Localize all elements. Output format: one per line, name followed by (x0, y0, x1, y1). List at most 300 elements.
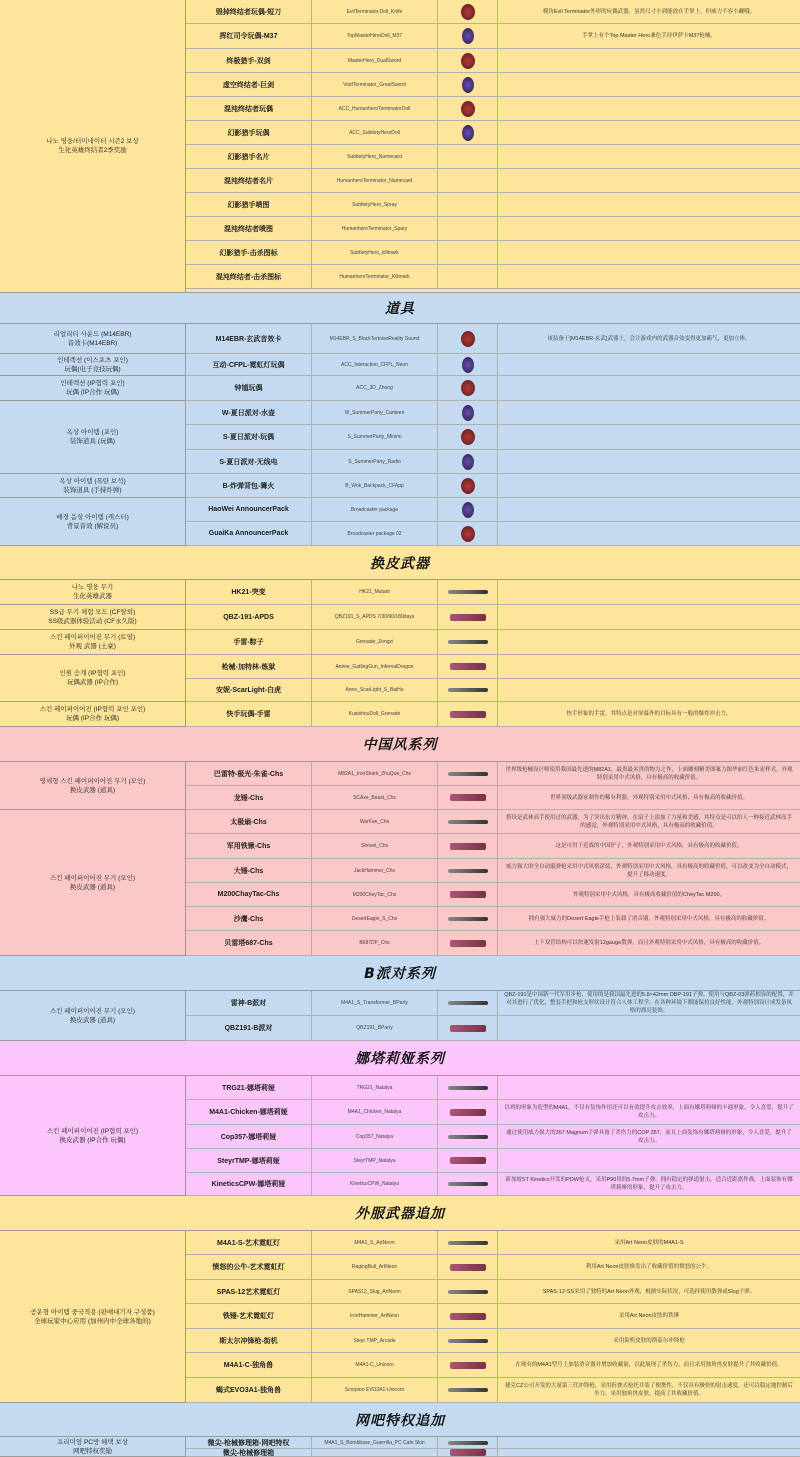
section-header-bparty (0, 956, 800, 991)
item-icon (448, 1441, 488, 1445)
group-cell: 스킨 페이퍼이어진 (IP협력 포인) 换皮武器 (IP合作 玩偶) (0, 1076, 186, 1196)
item-code: M4A1_S_Bombbase_Guerrilla_PC Cafe Skin (312, 1437, 438, 1448)
item-code: IronHammer_ArtNeon (312, 1304, 438, 1328)
item-name: 龙锤-Chs (186, 786, 312, 809)
item-name: 沙鹰-Chs (186, 907, 312, 930)
item-description: 威力强大的全自动霰弹枪采用中式风格涂装，外观特别采用中式风格，具有极高的收藏价值，可以改变为全自动模式，提升了移动速度。 (505, 863, 792, 878)
item-description (498, 217, 800, 240)
item-thumbnail (438, 1125, 498, 1148)
item-name: KineticsCPW-娜塔莉娅 (186, 1173, 312, 1195)
item-code: SteyrTMP_Natalya (312, 1149, 438, 1172)
item-thumbnail (438, 121, 498, 144)
item-thumbnail (438, 1149, 498, 1172)
item-icon (462, 77, 474, 93)
item-name: 军用铁锹-Chs (186, 834, 312, 858)
item-name: 手雷-粽子 (186, 630, 312, 654)
item-thumbnail (438, 73, 498, 96)
item-icon (450, 891, 486, 898)
table-row (186, 679, 800, 702)
item-name: 混沌终结者-击杀图标 (186, 265, 312, 288)
item-name: S-夏日派对-玩偶 (186, 425, 312, 449)
item-thumbnail (438, 425, 498, 449)
item-description (498, 498, 800, 521)
item-icon (461, 101, 475, 117)
item-name: 枪械-加特林-炼狱 (186, 655, 312, 678)
item-name: 大锤-Chs (186, 859, 312, 882)
item-thumbnail (438, 450, 498, 473)
table-row (186, 630, 800, 655)
table-row (186, 1280, 800, 1304)
item-name: 蝎式EVO3A1-独角兽 (186, 1378, 312, 1402)
item-name: 挥红司令玩偶-M37 (186, 24, 312, 48)
item-icon (448, 917, 488, 921)
item-thumbnail (438, 97, 498, 120)
item-thumbnail (438, 655, 498, 678)
item-thumbnail (438, 679, 498, 701)
table-row (186, 1149, 800, 1173)
group-cell: 스킨 페이퍼이어진 무기 (토열) 外观 武器 (土豪) (0, 630, 186, 655)
item-name: SteyrTMP-娜塔莉娅 (186, 1149, 312, 1172)
table-row (186, 1255, 800, 1280)
table-row (186, 859, 800, 883)
table-row (186, 1016, 800, 1041)
section-header-reskin (0, 546, 800, 580)
item-code: ACC_HumanheroTerminatorDoll (312, 97, 438, 120)
item-thumbnail (438, 580, 498, 604)
item-description (498, 474, 800, 497)
item-icon (461, 478, 475, 494)
item-name: SPAS-12艺术霓虹灯 (186, 1280, 312, 1303)
item-thumbnail (438, 24, 498, 48)
item-description (498, 401, 800, 424)
item-code: Anime_GatlingGun_InfernalDragon (312, 655, 438, 678)
item-thumbnail (438, 354, 498, 375)
table-row (186, 425, 800, 450)
item-name: TRG21-娜塔莉娅 (186, 1076, 312, 1099)
item-description: 快手形象的手雷，其特点是对屏幕外的目标具有一般的爆炸冲击力。 (566, 711, 732, 717)
item-thumbnail (438, 401, 498, 424)
item-name: W-夏日派对-水壶 (186, 401, 312, 424)
item-code: EvilTerminator.Doll_Knife (312, 0, 438, 23)
item-code: S_SummerParty_Minimi (312, 425, 438, 449)
item-name: 虚空终结者-巨剑 (186, 73, 312, 96)
item-thumbnail (438, 991, 498, 1015)
item-thumbnail (438, 762, 498, 785)
item-name: S-夏日派对-无线电 (186, 450, 312, 473)
table-row (186, 1449, 800, 1457)
item-icon (461, 526, 475, 542)
item-icon (450, 1157, 486, 1164)
item-name: M4A1-C-独角兽 (186, 1353, 312, 1377)
item-description (498, 605, 800, 629)
item-name: 快手玩偶-手雷 (186, 702, 312, 726)
item-description (498, 679, 800, 701)
item-thumbnail (438, 1378, 498, 1402)
item-code: M4A1_S_ArtNeon (312, 1231, 438, 1254)
table-row (186, 1125, 800, 1149)
item-code: Steyr TMP_Arcade (312, 1329, 438, 1352)
table-row (186, 1173, 800, 1196)
item-description: 手掌上有个Top Master Hero兼色手持伊萨卡M37枪械。 (582, 33, 716, 39)
item-code: SubtletyHero_Spray (312, 193, 438, 216)
item-description: 该装备于[M14EBR-玄武]武器上，会让游戏内的武器音效变得更加霸气，更加立体。 (547, 335, 751, 342)
item-code: SCAxe_Beast_Chs (312, 786, 438, 809)
item-name: M14EBR-玄武音效卡 (186, 324, 312, 353)
item-description: 模仿Evil Terminator外形的玩偶武器，虽然尺寸小到能放在手掌上，但威力不容小觑哦。 (542, 8, 756, 15)
item-code: Scorpion EVO3A1-Unicorn (312, 1378, 438, 1402)
table-row (186, 810, 800, 834)
item-icon (450, 1109, 486, 1116)
item-description: SPAS-12-SS采用了独特的Art Neon外观，根据实际状况，可选择使用散弹或Slug子弹。 (542, 1288, 756, 1295)
item-icon (448, 869, 488, 873)
table-row (186, 354, 800, 376)
item-description: 世界顶级武器家制作的稀有利器，外观特别采用中式风格，具有极高的收藏价值。 (549, 794, 748, 801)
item-description (498, 580, 800, 604)
item-name: 混沌终结者玩偶 (186, 97, 312, 120)
item-thumbnail (438, 605, 498, 629)
item-thumbnail (438, 498, 498, 521)
table-row (186, 24, 800, 49)
item-description (498, 522, 800, 545)
item-icon (462, 405, 474, 421)
item-description (498, 630, 800, 654)
item-description: 采用Art Neon皮肤的M4A1-S (614, 1239, 684, 1246)
table-row (186, 1353, 800, 1378)
item-icon (461, 331, 475, 347)
item-code: M4A1_Chicken_Natalya (312, 1100, 438, 1124)
item-code: ACC_SubtletyHeroDoll (312, 121, 438, 144)
item-name: 愤怒的公牛-艺术霓虹灯 (186, 1255, 312, 1279)
item-thumbnail (438, 859, 498, 882)
item-icon (448, 772, 488, 776)
item-icon (462, 28, 474, 44)
item-code: M82A1_IronShark_ZhuQue_Chs (312, 762, 438, 785)
item-icon (462, 502, 474, 518)
item-code: Grenade_Zongzi (312, 630, 438, 654)
item-thumbnail (438, 1449, 498, 1456)
table-row (186, 0, 800, 24)
item-code: Shovel_Chs (312, 834, 438, 858)
item-code: Broadcaster package (312, 498, 438, 521)
item-thumbnail (438, 702, 498, 726)
table-row (186, 217, 800, 241)
table-row (186, 1231, 800, 1255)
item-thumbnail (438, 217, 498, 240)
item-icon (450, 1362, 486, 1369)
item-name: 微尖-枪械修理箱-网吧特权 (186, 1437, 312, 1448)
item-icon (448, 1290, 488, 1294)
table-row (186, 169, 800, 193)
item-thumbnail (438, 1016, 498, 1040)
group-cell: 리얼리티 사운드 (M14EBR) 音效卡(M14EBR) (0, 324, 186, 354)
item-thumbnail (438, 1304, 498, 1328)
item-name: 幻影猎手喷图 (186, 193, 312, 216)
table-row (186, 931, 800, 956)
item-code: Anne_ScarLight_S_BaiHu (312, 679, 438, 701)
item-description (498, 49, 800, 72)
item-name: 幻影猎手玩偶 (186, 121, 312, 144)
item-code: Broadcaster package 02 (312, 522, 438, 545)
item-icon (448, 1388, 488, 1392)
item-thumbnail (438, 1076, 498, 1099)
item-description: 世界级枪械设计师使用我国最先进的M82A1，最贵最名贵的物力之作，上面雕刻精美图案力图华丽红色朱雀样式，外观特别采用中式风格，具有极高的收藏价值。 (505, 766, 793, 781)
item-thumbnail (438, 49, 498, 72)
item-code: QBZ191_BParty (312, 1016, 438, 1040)
item-description: 这是可用于近战的中国铲子，外观特别采用中式风格，具有极高的收藏价值。 (555, 843, 743, 849)
item-code: M4A1_S_Transformer_BParty (312, 991, 438, 1015)
item-thumbnail (438, 1255, 498, 1279)
item-icon (462, 454, 474, 470)
item-thumbnail (438, 883, 498, 906)
section-title: 网吧特权追加 (355, 1412, 445, 1429)
item-thumbnail (438, 907, 498, 930)
item-icon (450, 1449, 486, 1456)
item-icon (448, 640, 488, 644)
item-name: 毁掉终结者玩偶-短刀 (186, 0, 312, 23)
table-row (186, 401, 800, 425)
table-row (186, 1100, 800, 1125)
item-name: 雷神-B派对 (186, 991, 312, 1015)
item-name: 安妮-ScarLight-白虎 (186, 679, 312, 701)
section-header-foreign-weapons (0, 1196, 800, 1231)
item-icon (461, 53, 475, 69)
item-code: VoidTerminator_GreatSword (312, 73, 438, 96)
item-thumbnail (438, 931, 498, 955)
item-code: SubtletyHero_killmark (312, 241, 438, 264)
item-code: TopMasterHeroDoll_M37 (312, 24, 438, 48)
item-name: HaoWei AnnouncerPack (186, 498, 312, 521)
item-description (498, 450, 800, 473)
item-name: M4A1-S-艺术霓虹灯 (186, 1231, 312, 1254)
item-description (498, 1149, 800, 1172)
section-header-netcafe (0, 1403, 800, 1437)
section-title: 娜塔莉娅系列 (355, 1051, 445, 1067)
item-code: B_Wok_Backpack_CFApp (312, 474, 438, 497)
item-description: 采用街机皮肤的斯泰尔冲锋枪 (613, 1337, 685, 1344)
item-code: M200CheyTac_Chs (312, 883, 438, 906)
item-icon (448, 1182, 488, 1186)
item-description: 搭设是武林高手使用过的武器，为了突出东方精神，在扇子上添加了力量和美感，其特点是可以给人一种接近武林高手的感觉，外观特别采用中式风格，具有极高的收藏价值。 (505, 814, 792, 829)
group-label-zh: 生化英雄终结者2季奖励 (58, 147, 127, 154)
table-row (186, 193, 800, 217)
item-description (498, 97, 800, 120)
table-row (186, 145, 800, 169)
item-icon (448, 1339, 488, 1343)
table-row (186, 1329, 800, 1353)
group-cell (0, 0, 186, 293)
item-description (498, 425, 800, 449)
table-row (186, 474, 800, 498)
item-code: KineticsCPW_Natalya (312, 1173, 438, 1195)
item-name: 混沌终结者名片 (186, 169, 312, 192)
item-code: ACC_Interaction_CFPL_Neon (312, 354, 438, 375)
item-icon (450, 1313, 486, 1320)
item-name: 铁锤-艺术霓虹灯 (186, 1304, 312, 1328)
item-description: 在现有的M4A1型号上加装消音器并增加收藏量，以此展现了杀伤力，而且采用独角兽皮肤提升了其收藏价值。 (515, 1362, 783, 1368)
item-description (498, 1076, 800, 1099)
item-code: KuaishouDoll_Grenade (312, 702, 438, 726)
table-row (186, 580, 800, 605)
item-code: DesertEagle_S_Chs (312, 907, 438, 930)
item-description: 以鸡的形象为造型的M4A1，不仅有装饰作用还可以有效提升攻击效率，上面有娜塔莉娅的卡通形象，令人喜爱，提升了攻击力。 (504, 1105, 794, 1119)
table-row (186, 522, 800, 546)
item-code: TRG21_Natalya (312, 1076, 438, 1099)
item-thumbnail (438, 376, 498, 400)
group-cell: 공운형 아이템 중국적용 (판매대기자 구성품) 全球玩家中心应用 (加州内中全球各地的) (0, 1231, 186, 1403)
item-icon (450, 1264, 486, 1271)
item-description: 通过使用威力强大的357 Magnum子弹具备了杀伤力的COP 357，而且上面装饰有娜塔莉娅的形象，令人喜爱，提升了攻击力。 (506, 1129, 792, 1144)
item-description (498, 73, 800, 96)
item-code: ACC_3D_Zhong (312, 376, 438, 400)
item-description (498, 169, 800, 192)
item-name: GuaiKa AnnouncerPack (186, 522, 312, 545)
item-code: W_SummerParty_Canteen (312, 401, 438, 424)
table-row (186, 121, 800, 145)
item-code: M14EBR_S_BlackTortoiseReality Sound (312, 324, 438, 353)
table-row (186, 883, 800, 907)
group-cell: 배경 음성 아이템 (캐스터) 背景音效 (解说员) (0, 498, 186, 546)
item-name: 终极猎手-双剑 (186, 49, 312, 72)
item-thumbnail (438, 1353, 498, 1377)
item-code: HumanheroTerminator_Spary (312, 217, 438, 240)
item-description (498, 1016, 800, 1040)
item-thumbnail (438, 1437, 498, 1448)
item-name: QBZ191-B派对 (186, 1016, 312, 1040)
item-name: 斯太尔冲锋枪-街机 (186, 1329, 312, 1352)
table-row (186, 991, 800, 1016)
item-icon (462, 125, 474, 141)
item-thumbnail (438, 145, 498, 168)
item-description (498, 354, 800, 375)
item-icon (461, 380, 475, 396)
item-thumbnail (438, 522, 498, 545)
group-cell: 프리미엄 PC방 혜택 보상 网吧特权奖励 (0, 1437, 186, 1457)
table-row (186, 73, 800, 97)
item-thumbnail (438, 1231, 498, 1254)
item-icon (448, 590, 488, 594)
item-thumbnail (438, 1280, 498, 1303)
group-cell: 스킨 페이퍼이어진 무기 (모인) 换皮武器 (道具) (0, 810, 186, 956)
table-row (186, 702, 800, 727)
table-row (186, 241, 800, 265)
item-description (498, 1437, 800, 1448)
item-thumbnail (438, 0, 498, 23)
item-code: HumanheroTerminator_Killmark (312, 265, 438, 288)
table-row (186, 1076, 800, 1100)
item-thumbnail (438, 193, 498, 216)
item-description: 采用Art Neon皮肤的铁锤 (618, 1313, 680, 1319)
item-code: SubtletyHero_Namecard (312, 145, 438, 168)
item-description: 新加坡ST Kinetics开发的PDW枪支，采用P90用的5.7mm子弹，拥有稳定的弹道射击，适合近距离作战，上面装饰有娜塔莉娅的形象，提升了攻击力。 (505, 1177, 793, 1191)
table-row (186, 786, 800, 810)
group-cell: 인테렉션 (IP협력 포인) 玩偶 (IP合作 玩偶) (0, 376, 186, 401)
item-icon (448, 820, 488, 824)
item-thumbnail (438, 1100, 498, 1124)
section-header-chinese-style (0, 727, 800, 762)
item-code: QBZ191_S_APDS 7/30/90/180days (312, 605, 438, 629)
item-code: RagingBull_ArtNeon (312, 1255, 438, 1279)
item-name: 混沌终结者喷图 (186, 217, 312, 240)
item-thumbnail (438, 474, 498, 497)
item-description (498, 655, 800, 678)
item-code (312, 1449, 438, 1456)
item-description: 捷克CZ公司开发的大量第三代冲锋枪，采用折叠式枪托并装了便携性，不仅具有极快的射击速度，还可以稳定地控制后坐力，采用独角兽皮肤，提高了其收藏价值。 (505, 1383, 793, 1397)
item-icon (448, 1241, 488, 1245)
item-code: Cop357_Natalya (312, 1125, 438, 1148)
item-icon (448, 1135, 488, 1139)
item-icon (450, 663, 486, 670)
group-cell: 옥상 아이템 (포인) 装饰道具 (玩偶) (0, 401, 186, 474)
group-label-ko: 나노 영웅/터미네이터 시즌2 보상 (46, 138, 139, 145)
item-icon (450, 711, 486, 718)
item-code: JackHammer_Chs (312, 859, 438, 882)
item-description (498, 145, 800, 168)
group-cell: 옥상 아이템 (폭탄 보석) 装饰道具 (手持炸弹) (0, 474, 186, 498)
item-thumbnail (438, 1173, 498, 1195)
section-header-natalya (0, 1041, 800, 1076)
item-thumbnail (438, 630, 498, 654)
item-thumbnail (438, 324, 498, 353)
item-description: 利用Art Neon皮肤焕发出了收藏价值的愤怒的公牛。 (585, 1264, 713, 1270)
item-thumbnail (438, 265, 498, 288)
item-thumbnail (438, 810, 498, 833)
item-icon (461, 4, 475, 20)
item-code: WarFan_Chs (312, 810, 438, 833)
table-row (186, 1304, 800, 1329)
item-name: 幻影猎手名片 (186, 145, 312, 168)
item-description: 拥有强大威力的Desert Eagle手枪上装载了消音器，外观特别采用中式风格，具有极高的收藏价值。 (528, 915, 770, 922)
item-icon (448, 688, 488, 692)
item-code: HK21_Mutant (312, 580, 438, 604)
section-title: 外服武器追加 (355, 1206, 445, 1222)
group-cell: 인원 승계 (IP협력 포인) 玩偶武器 (IP合作) (0, 655, 186, 702)
section-title: B派对系列 (364, 966, 436, 982)
table-row (186, 376, 800, 401)
item-name: QBZ-191-APDS (186, 605, 312, 629)
item-code: M4A1-C_Unicorn (312, 1353, 438, 1377)
group-cell: 영세형 스킨 페이퍼이어진 무기 (모인) 换皮武器 (道具) (0, 762, 186, 810)
table-row (186, 834, 800, 859)
item-name: 巴雷特-极光-朱雀-Chs (186, 762, 312, 785)
table-row (186, 324, 800, 354)
table-row (186, 762, 800, 786)
item-icon (448, 1086, 488, 1090)
group-cell: 스킨 페이퍼이어진 (IP협력 포인 포인) 玩偶 (IP合作 玩偶) (0, 702, 186, 727)
item-thumbnail (438, 1329, 498, 1352)
item-code: HumanheroTerminator_Namecard (312, 169, 438, 192)
item-description (498, 265, 800, 288)
item-icon (450, 614, 486, 621)
table-row (186, 1378, 800, 1403)
item-icon (448, 1001, 488, 1005)
item-name: Cop357-娜塔莉娅 (186, 1125, 312, 1148)
item-thumbnail (438, 241, 498, 264)
group-cell: 스킨 페이퍼이어진 무기 (모인) 换皮武器 (道具) (0, 991, 186, 1041)
table-row (186, 605, 800, 630)
group-cell: 나노 영웅 무기 生化英雄武器 (0, 580, 186, 605)
item-name: 互动-CFPL-霓虹灯玩偶 (186, 354, 312, 375)
item-description: 外观特别采用中式风格，具有极高收藏价值的CheyTac M200。 (572, 891, 726, 898)
table-row (186, 450, 800, 474)
item-description (498, 121, 800, 144)
item-icon (450, 843, 486, 850)
item-description (498, 241, 800, 264)
table-row (186, 907, 800, 931)
item-name: 太极扇-Chs (186, 810, 312, 833)
table-row (186, 97, 800, 121)
item-name: 微尖-枪械修理箱 (186, 1449, 312, 1456)
item-icon (461, 429, 475, 445)
